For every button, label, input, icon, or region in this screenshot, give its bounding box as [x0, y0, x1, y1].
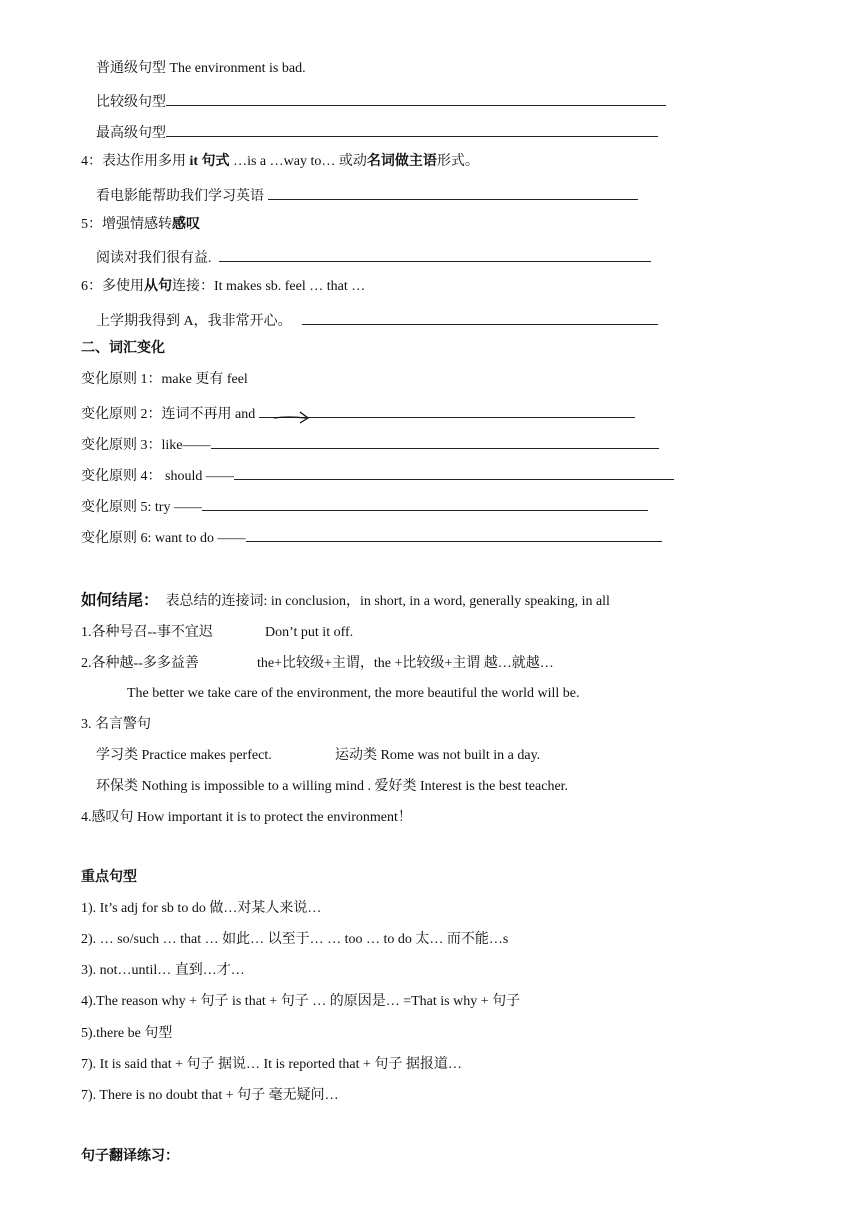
item4-line: [81, 153, 479, 171]
vocab-rule-6-line: [81, 527, 662, 548]
vocab-rule-2-blank[interactable]: [259, 403, 635, 418]
key-item-1: 1). It’s adj for sb to do 做…对某人来说…: [81, 901, 322, 916]
vocab-rule-6: 变化原则 6: want to do ——: [81, 531, 246, 546]
ending-heading-line: [81, 592, 610, 611]
superlative-blank[interactable]: [166, 122, 658, 137]
key-item-7: 7). There is no doubt that + 句子 毫无疑问…: [81, 1088, 339, 1103]
ending-item-1-en: Don’t put it off.: [265, 625, 354, 640]
ending-item-3: 3. 名言警句: [81, 717, 151, 732]
item6-practice-line: [96, 310, 658, 331]
ending-connectors: 表总结的连接词: in conclusion，in short, in a word, generally speaking, in all: [165, 594, 610, 609]
item4-bold-noun: 名词做主语: [366, 154, 437, 169]
ending-item-4: 4.感叹句 How important it is to protect the environment！: [81, 810, 412, 825]
item4-bold-it: it 句式: [189, 154, 230, 169]
vocab-rule-5-line: [81, 496, 648, 517]
item5-practice-line: [96, 247, 651, 268]
arrow-right-icon: [272, 410, 314, 424]
vocab-rule-5: 变化原则 5: try ——: [81, 500, 202, 515]
item4-practice-line: [96, 185, 638, 206]
item4-suffix: 形式。: [436, 154, 479, 169]
item5-bold: 感叹: [172, 217, 200, 232]
normal-grade-line: 普通级句型 The environment is bad.: [96, 61, 306, 76]
item5-prefix: 5：增强情感转: [81, 217, 172, 232]
ending-item-3-quotes: [96, 747, 541, 765]
ending-item-2-example: The better we take care of the environment, the more beautiful the world will be.: [127, 686, 580, 701]
ending-item-1: [81, 624, 354, 642]
item4-blank[interactable]: [268, 185, 638, 200]
key-item-5: 5).there be 句型: [81, 1026, 173, 1041]
item4-middle: …is a …way to… 或动: [229, 154, 367, 169]
quote-env-hobby: 环保类 Nothing is impossible to a willing mind . 爱好类 Interest is the best teacher.: [96, 779, 569, 794]
comparative-grade-line: [96, 91, 666, 112]
item5-line: [81, 216, 200, 234]
translation-heading: 句子翻译练习：: [81, 1149, 179, 1164]
superlative-grade-line: [96, 122, 658, 143]
item4-practice-label: 看电影能帮助我们学习英语: [96, 189, 264, 204]
key-item-3: 3). not…until… 直到…才…: [81, 963, 245, 978]
item6-blank[interactable]: [302, 310, 658, 325]
item5-practice-label: 阅读对我们很有益.: [96, 251, 212, 266]
ending-item-2: [81, 655, 554, 673]
vocab-rule-1: 变化原则 1：make 更有 feel: [81, 372, 248, 387]
vocab-rule-3-blank[interactable]: [211, 434, 659, 449]
ending-heading: 如何结尾：: [81, 592, 159, 609]
item6-prefix: 6：多使用: [81, 279, 144, 294]
vocab-rule-3-line: [81, 434, 659, 455]
item6-practice-label: 上学期我得到 A，我非常开心。: [96, 314, 292, 329]
vocab-rule-2: 变化原则 2：连词不再用 and: [81, 407, 256, 422]
vocab-rule-5-blank[interactable]: [202, 496, 648, 511]
superlative-label: 最高级句型: [96, 126, 166, 141]
item5-blank[interactable]: [219, 247, 651, 262]
item4-prefix: 4：表达作用多用: [81, 154, 190, 169]
ending-item-2-en: the+比较级+主谓，the +比较级+主谓 越…就越…: [257, 656, 554, 671]
item6-bold: 从句: [144, 279, 172, 294]
vocab-rule-2-line: [81, 403, 635, 424]
ending-item-1-cn: 1.各种号召--事不宜迟: [81, 625, 213, 640]
vocab-rule-3: 变化原则 3：like——: [81, 438, 211, 453]
key-item-4: 4).The reason why + 句子 is that + 句子 … 的原因是… =That is why + 句子: [81, 994, 521, 1009]
vocab-rule-6-blank[interactable]: [246, 527, 662, 542]
quote-sport: 运动类 Rome was not built in a day.: [335, 748, 541, 763]
comparative-blank[interactable]: [166, 91, 666, 106]
key-item-2: 2). … so/such … that … 如此… 以至于… … too … to do 太… 而不能…s: [81, 932, 509, 947]
vocab-rule-4-line: [81, 465, 674, 486]
vocab-rule-4: 变化原则 4： should ——: [81, 469, 234, 484]
quote-study: 学习类 Practice makes perfect.: [96, 748, 272, 763]
item6-suffix: 连接：It makes sb. feel … that …: [172, 279, 366, 294]
vocab-heading: 二、词汇变化: [81, 341, 165, 356]
key-heading: 重点句型: [81, 870, 137, 885]
key-item-6: 7). It is said that + 句子 据说… It is reported that + 句子 据报道…: [81, 1057, 462, 1072]
vocab-rule-4-blank[interactable]: [234, 465, 674, 480]
ending-item-2-cn: 2.各种越--多多益善: [81, 656, 199, 671]
item6-line: [81, 278, 365, 296]
comparative-label: 比较级句型: [96, 95, 166, 110]
